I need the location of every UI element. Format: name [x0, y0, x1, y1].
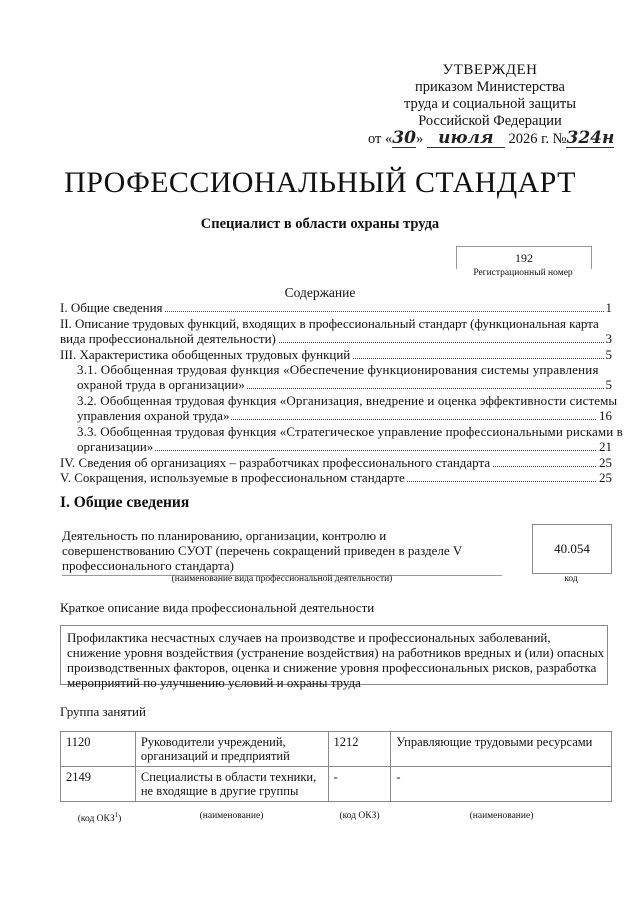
occupation-group-heading: Группа занятий	[60, 704, 146, 719]
toc-page: 21	[599, 439, 612, 454]
occupation-table	[60, 731, 612, 802]
approval-title: УТВЕРЖДЕН	[442, 62, 538, 78]
document-title: ПРОФЕССИОНАЛЬНЫЙ СТАНДАРТ	[64, 166, 576, 199]
toc-item[interactable]: V. Сокращения, используемые в профессиональном стандарте 25	[60, 470, 612, 485]
toc-page: 25	[599, 470, 612, 485]
toc-title: Содержание	[284, 285, 356, 300]
order-number: 324н	[566, 128, 615, 148]
toc-page: 16	[599, 408, 612, 423]
occupation-name-cell: Управляющие трудовыми ресурсами	[391, 732, 612, 767]
approval-line-3: Российской Федерации	[418, 113, 562, 129]
brief-description-box: Профилактика несчастных случаев на производстве и профессиональных заболеваний, снижение уровня воздействия (устранение воздействия) на работников вредных и (или) опасных производственных факторов, оценка и снижение уровня профессиональных рисков, разработка мероприятий по улучшению условий и охраны труда	[60, 625, 608, 685]
toc-item[interactable]: управления охраной труда» 16	[77, 408, 612, 423]
okz-code-cell: 1212	[328, 732, 391, 767]
toc-item-line1: II. Описание трудовых функций, входящих в профессиональный стандарт (функциональная карта	[60, 316, 599, 331]
okz-code-cell: 1120	[61, 732, 136, 767]
name-caption: (наименование)	[199, 811, 264, 821]
okz-code-cell: -	[328, 767, 391, 802]
registration-number-label: Регистрационный номер	[473, 268, 573, 278]
activity-caption: (наименование вида профессиональной деятельности)	[171, 574, 393, 584]
section-heading: I. Общие сведения	[60, 494, 190, 511]
toc-item[interactable]: IV. Сведения об организациях – разработчиках профессионального стандарта 25	[60, 455, 612, 470]
name-caption: (наименование)	[469, 811, 534, 821]
toc-page: 5	[605, 347, 612, 362]
toc-page: 25	[599, 455, 612, 470]
occupation-name-cell: Руководители учреждений, организаций и предприятий	[135, 732, 328, 767]
okz-code-caption: (код ОКЗ$^1$)	[77, 811, 122, 825]
approval-block	[360, 62, 620, 148]
toc-item-line1: 3.1. Обобщенная трудовая функция «Обеспечение функционирования системы управления	[77, 362, 599, 377]
order-year: 2026 г. №	[508, 131, 567, 147]
order-quote-close: »	[415, 131, 424, 147]
occupation-name-cell: -	[391, 767, 612, 802]
toc-page: 5	[605, 377, 612, 392]
brief-description-heading: Краткое описание вида профессиональной деятельности	[60, 600, 375, 615]
code-caption: код	[564, 574, 578, 584]
order-prefix: от «	[368, 131, 393, 147]
order-day: 30	[392, 128, 416, 148]
table-row	[61, 767, 612, 802]
toc-item[interactable]: I. Общие сведения 1	[60, 300, 612, 315]
toc-item[interactable]: III. Характеристика обобщенных трудовых функций 5	[60, 347, 612, 362]
toc-page: 3	[605, 331, 612, 346]
approval-line-2: труда и социальной защиты	[404, 96, 576, 112]
order-month: июля	[427, 130, 505, 148]
toc-item[interactable]: организации» 21	[77, 439, 612, 454]
activity-name: Деятельность по планированию, организации, контролю и совершенствованию СУОТ (перечень сокращений приведен в разделе V профессионального стандарта)	[62, 528, 502, 576]
okz-code-cell: 2149	[61, 767, 136, 802]
toc-item[interactable]: вида профессиональной деятельности) 3	[60, 331, 612, 346]
occupation-name-cell: Специалисты в области техники, не входящие в другие группы	[135, 767, 328, 802]
okz-code-caption: (код ОКЗ)	[339, 811, 380, 821]
toc-item-line1: 3.2. Обобщенная трудовая функция «Организация, внедрение и оценка эффективности системы	[77, 393, 618, 408]
toc-page: 1	[605, 300, 612, 315]
toc-item[interactable]: охраной труда в организации» 5	[77, 377, 612, 392]
document-subtitle: Специалист в области охраны труда	[200, 216, 440, 232]
registration-number-box: 192	[456, 246, 592, 269]
table-row	[61, 732, 612, 767]
approval-line-1: приказом Министерства	[415, 79, 565, 95]
activity-code: 40.054	[532, 524, 612, 574]
toc-item-line1: 3.3. Обобщенная трудовая функция «Стратегическое управление профессиональными рисками в	[77, 424, 623, 439]
order-line	[360, 130, 620, 148]
